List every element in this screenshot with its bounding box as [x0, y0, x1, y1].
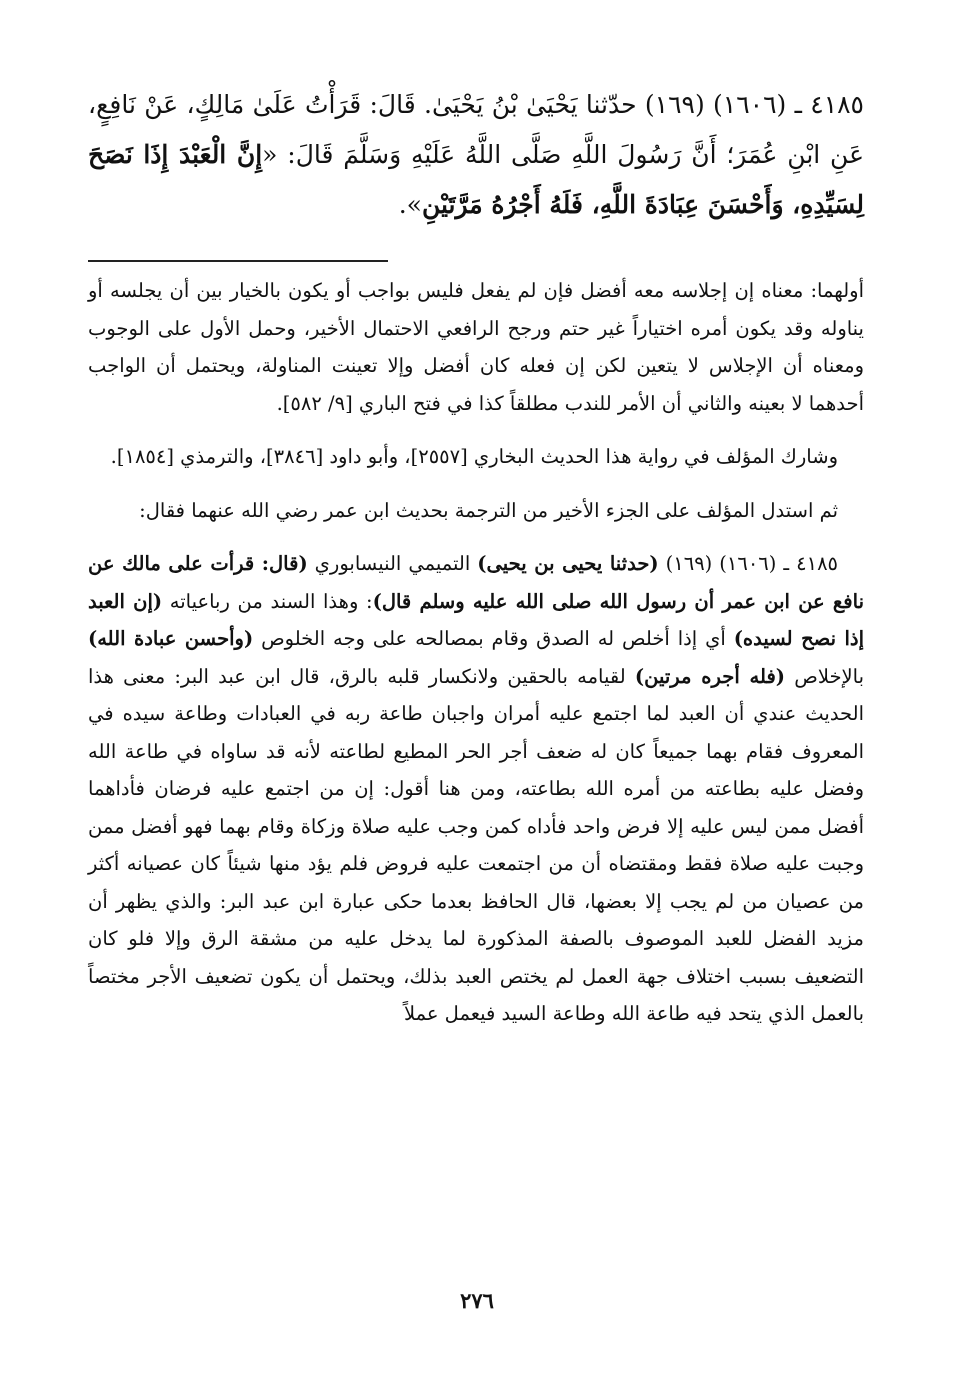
- quoted-phrase: (إن العبد إذا نصح لسيده): [88, 589, 865, 650]
- commentary-text: لقيامه بالحقين ولانكسار قلبه بالرق، قال ابن عبد البر: معنى هذا الحديث عندي أن العبد لما اجتمع عليه أمران واجبان طاعة ربه في العبادات وطاعة سيده في المعروف فقام بهما جميعاً كان له ضعف أجر الحر المطيع لطاعته لأنه قد ساواه في طاعة الله وفضل عليه بطاعته من أمره الله بطاعته، ومن هنا أقول: إن من اجتمع عليه فرضان فأداهما أفضل ممن ليس عليه إلا فرض واحد فأداه كمن وجب عليه صلاة وزكاة وقام بهما فهو أفضل ممن وجبت عليه صلاة فقط ومقتضاه أن من اجتمعت عليه فروض فلم يؤد منها شيئاً كان عصيانه أكثر من عصيان من لم يجب إلا بعضها، قال الحافظ بعدما حكى عبارة ابن عبد البر: والذي يظهر أن مزيد الفضل للعبد الموصوف بالصفة المذكورة لما يدخل عليه من مشقة الرق وإلا فلو كان التضعيف بسبب اختلاف جهة العمل لم يختص العبد بذلك، ويحتمل أن يكون تضعيف الأجر مختصاً بالعمل الذي يتحد فيه طاعة الله وطاعة السيد فيعمل عملاً: [88, 664, 864, 1025]
- commentary-paragraph-3: ثم استدل المؤلف على الجزء الأخير من الترجمة بحديث ابن عمر رضي الله عنهما فقال:: [139, 498, 838, 522]
- commentary-text: أي إذا أخلص له الصدق وقام بمصالحه على وجه الخلوص: [253, 627, 734, 650]
- commentary-section: [88, 272, 864, 1033]
- quoted-phrase: (وأحسن عبادة الله): [88, 627, 254, 650]
- commentary-paragraph-4: [88, 545, 864, 1033]
- commentary-text: بالإخلاص: [785, 664, 865, 688]
- quoted-phrase: (فله أجره مرتين): [634, 664, 786, 688]
- commentary-paragraph-2: وشارك المؤلف في رواية هذا الحديث البخاري [٢٥٥٧]، وأبو داود [٣٨٤٦]، والترمذي [١٨٥٤].: [110, 445, 838, 468]
- page-body: [88, 80, 864, 1033]
- commentary-text: التميمي النيسابوري: [307, 552, 478, 575]
- hadith-number: ٤١٨٥ ـ (١٦٠٦) (١٦٩): [658, 552, 839, 575]
- hadith-main-text: [88, 80, 864, 230]
- hadith-close: ».: [398, 190, 422, 219]
- quoted-phrase: (حدثنا يحيى بن يحيى): [477, 552, 659, 575]
- page-number: ٢٧٦: [460, 1288, 494, 1313]
- footnote-divider: [88, 260, 388, 262]
- hadith-isnad: ٤١٨٥ ـ (١٦٠٦) (١٦٩) حدّثنا يَحْيَىٰ بْنُ يَحْيَىٰ. قَالَ: قَرَأْتُ عَلَىٰ مَالِكٍ، عَنْ نَافِعٍ، عَنِ ابْنِ عُمَرَ؛ أَنَّ رَسُولَ اللَّهِ صَلَّى اللَّهُ عَلَيْهِ وَسَلَّمَ قَالَ: «: [88, 90, 864, 169]
- commentary-text: : وهذا السند من رباعياته: [162, 589, 373, 613]
- hadith-matn: إِنَّ الْعَبْدَ إِذَا نَصَحَ لِسَيِّدِهِ، وَأَحْسَنَ عِبَادَةَ اللَّهِ، فَلَهُ أَجْرُهُ مَرَّتَيْنِ: [88, 140, 864, 219]
- commentary-paragraph-1: أولهما: معناه إن إجلاسه معه أفضل فإن لم يفعل فليس بواجب أو يكون بالخيار بين أن يجلسه أو يناوله وقد يكون أمره اختياراً غير حتم ورجح الرافعي الاحتمال الأخير، وحمل الأول على الوجوب ومعناه أن الإجلاس لا يتعين لكن إن فعله كان أفضل وإلا تعينت المناولة، ويحتمل أن الواجب أحدهما لا بعينه والثاني أن الأمر للندب مطلقاً كذا في فتح الباري [٩/ ٥٨٢].: [88, 279, 864, 415]
- quoted-phrase: (قال: قرأت على مالك عن نافع عن ابن عمر أن رسول الله صلى الله عليه وسلم قال): [88, 552, 864, 613]
